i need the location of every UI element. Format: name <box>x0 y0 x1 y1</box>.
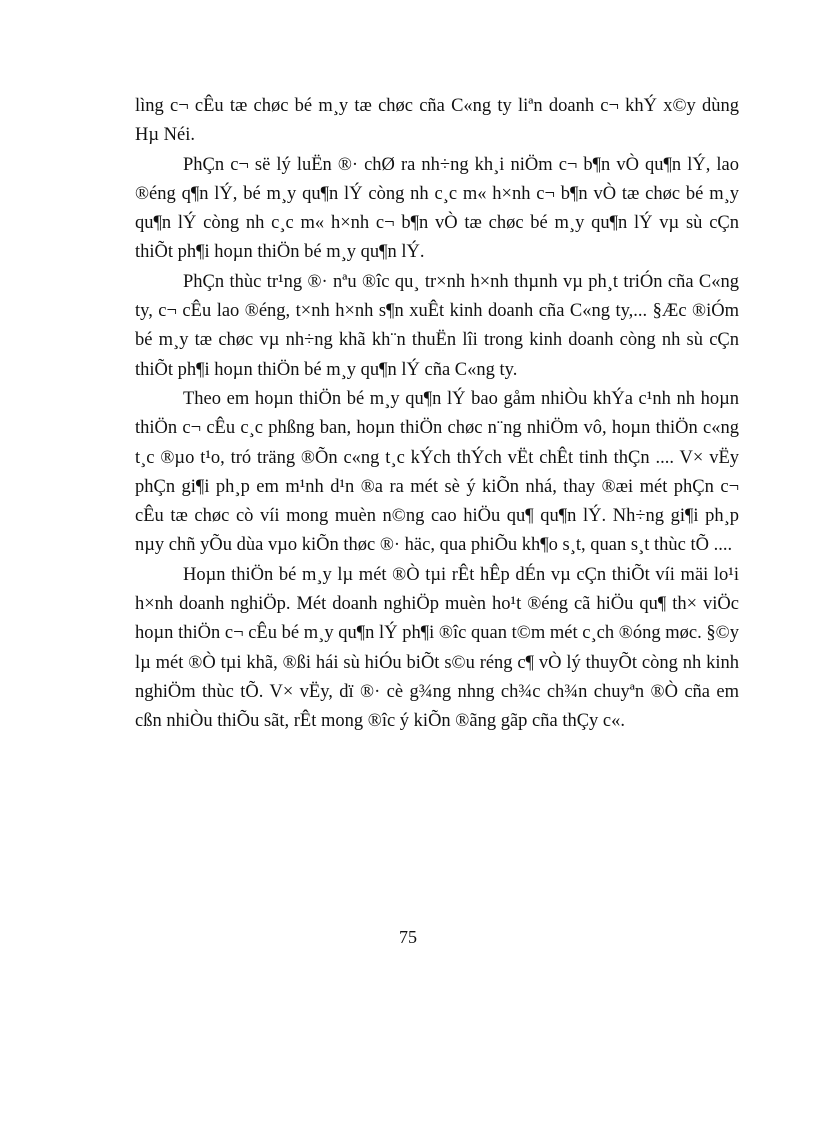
paragraph-3: PhÇn thùc tr¹ng ®· nªu ®îc qu¸ tr×nh h×nh thµnh vµ ph¸t triÓn cña C«ng ty, c¬ cÊu lao ®éng, t×nh h×nh s¶n xuÊt kinh doanh cña C«ng ty,... §Æc ®iÓm bé m¸y tæ chøc vµ nh÷ng khã kh¨n thuËn lîi trong kinh doanh còng nh sù cÇn thiÕt ph¶i hoµn thiÖn bé m¸y qu¶n lÝ cña C«ng ty. <box>135 271 739 380</box>
paragraph-5: Hoµn thiÖn bé m¸y lµ mét ®Ò tµi rÊt hÊp dÉn vµ cÇn thiÕt víi mäi lo¹i h×nh doanh nghiÖp. Mét doanh nghiÖp muèn ho¹t ®éng cã hiÖu qu¶ th× viÖc hoµn thiÖn c¬ cÊu bé m¸y qu¶n lÝ ph¶i ®îc quan t©m mét c¸ch ®óng møc. §©y lµ mét ®Ò tµi khã, ®ßi hái sù hiÓu biÕt s©u réng c¶ vÒ lý thuyÕt còng nh kinh nghiÖm thùc tÕ. V× vËy, dï ®· cè g¾ng nhng ch¾c ch¾n chuyªn ®Ò cña em cßn nhiÒu thiÕu sãt, rÊt mong ®îc ý kiÕn ®ãng gãp cña thÇy c«. <box>135 564 739 732</box>
paragraph-4: Theo em hoµn thiÖn bé m¸y qu¶n lÝ bao gåm nhiÒu khÝa c¹nh nh hoµn thiÖn c¬ cÊu c¸c phßng ban, hoµn thiÖn chøc n¨ng nhiÖm vô, hoµn thiÖn c«ng t¸c ®µo t¹o, tró träng ®Õn c«ng t¸c kÝch thÝch vËt chÊt tinh thÇn .... V× vËy phÇn gi¶i ph¸p em m¹nh d¹n ®a ra mét sè ý kiÕn nhá, thay ®æi mét phÇn c¬ cÊu tæ chøc cò víi mong muèn n©ng cao hiÖu qu¶ qu¶n lÝ. Nh÷ng gi¶i ph¸p nµy chñ yÕu dùa vµo kiÕn thøc ®· häc, qua phiÕu kh¶o s¸t, quan s¸t thùc tÕ .... <box>135 388 739 556</box>
paragraph-2: PhÇn c¬ së lý luËn ®· chØ ra nh÷ng kh¸i niÖm c¬ b¶n vÒ qu¶n lÝ, lao ®éng q¶n lÝ, bé m¸y qu¶n lÝ còng nh c¸c m« h×nh c¬ b¶n vÒ tæ chøc bé m¸y qu¶n lÝ còng nh c¸c m« h×nh c¬ b¶n vÒ tæ chøc bé m¸y qu¶n lÝ vµ sù cÇn thiÕt ph¶i hoµn thiÖn bé m¸y qu¶n lÝ. <box>135 154 739 263</box>
body-text <box>135 92 739 737</box>
page-number: 75 <box>399 927 417 947</box>
paragraph-1: lìng c¬ cÊu tæ chøc bé m¸y tæ chøc cña C«ng ty liªn doanh c¬ khÝ x©y dùng Hµ Néi. <box>135 96 739 146</box>
